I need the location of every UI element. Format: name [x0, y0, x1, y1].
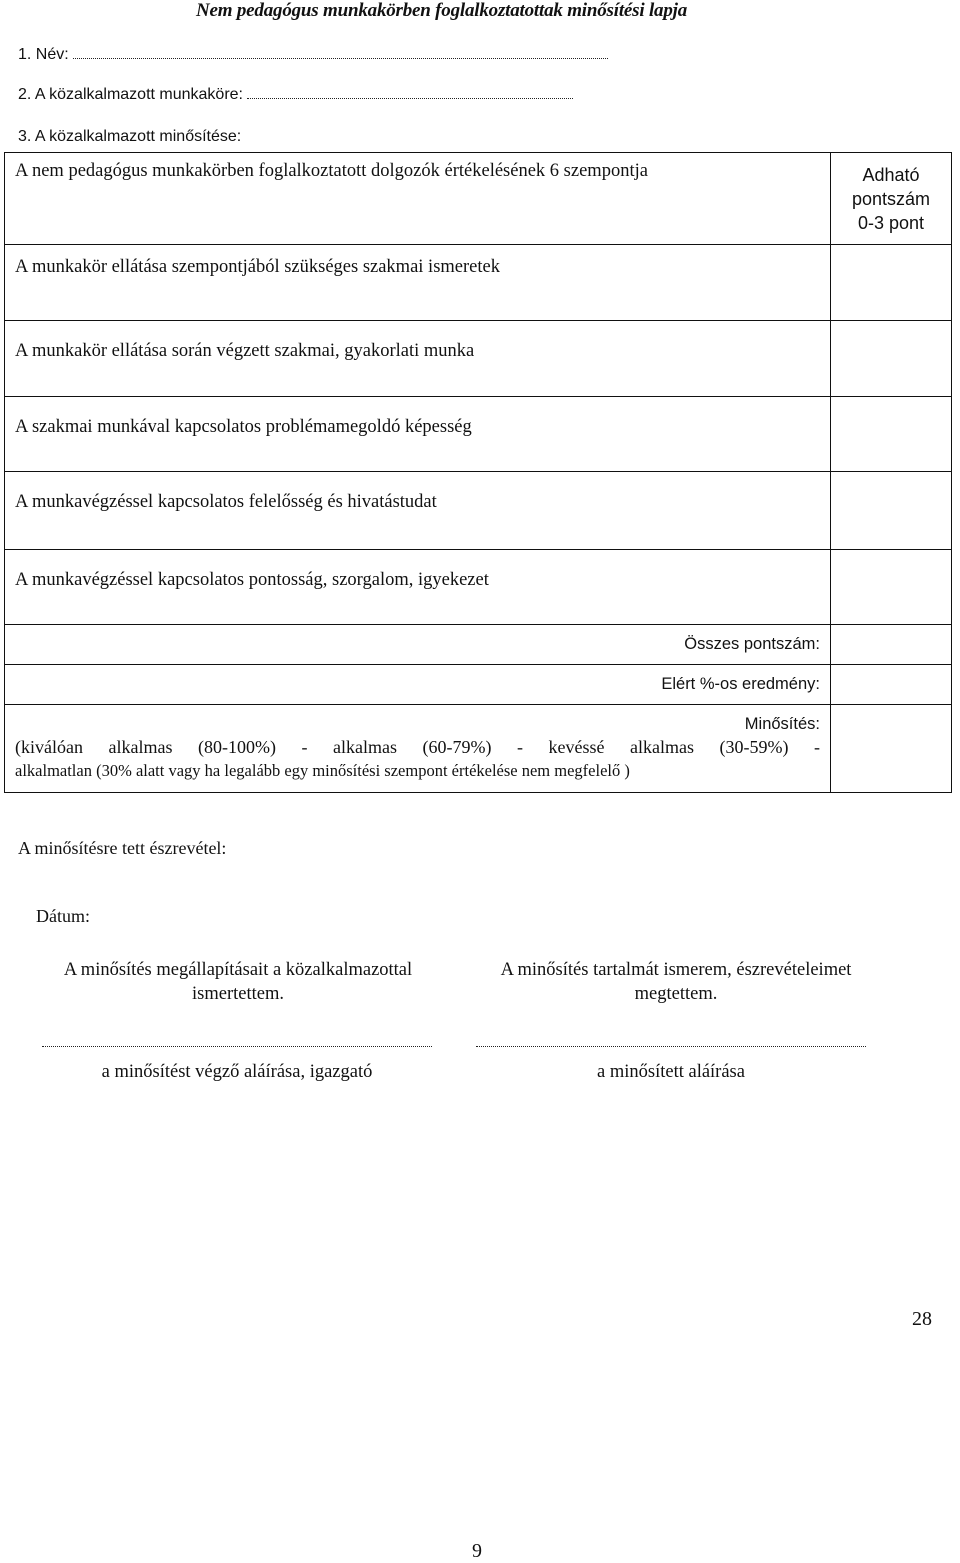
left-signature-caption: a minősítést végző aláírása, igazgató [101, 1062, 373, 1082]
percent-label: Elért %-os eredmény: [5, 665, 831, 705]
criteria-header: A nem pedagógus munkakörben foglalkoztatott dolgozók értékelésének 6 szempontja [5, 153, 831, 245]
criterion-score-cell[interactable] [831, 397, 952, 472]
right-statement [462, 958, 890, 1006]
name-label: 1. Név: [18, 46, 69, 63]
rating-scale-line: (kiválóan alkalmas (80-100%) - alkalmas (60-79%) - kevéssé alkalmas (30-59%) - [15, 737, 820, 757]
rating-row [5, 705, 952, 793]
total-row [5, 625, 952, 665]
table-header-row [5, 153, 952, 245]
criterion-row [5, 472, 952, 550]
left-statement [18, 958, 458, 1006]
left-statement-line: A minősítés megállapításait a közalkalmazottal [63, 960, 413, 980]
left-statement-line: ismertettem. [192, 984, 284, 1004]
criterion-row [5, 321, 952, 397]
criterion-score-cell[interactable] [831, 245, 952, 321]
percent-row [5, 665, 952, 705]
criterion-score-cell[interactable] [831, 472, 952, 550]
criterion-score-cell[interactable] [831, 321, 952, 397]
document-title: Nem pedagógus munkakörben foglalkoztatottak minősítési lapja [196, 0, 688, 21]
right-statement-line: A minősítés tartalmát ismerem, észrevételeimet [500, 960, 852, 980]
total-score-cell[interactable] [831, 625, 952, 665]
remark-label: A minősítésre tett észrevétel: [18, 838, 227, 858]
job-field [18, 86, 573, 104]
name-field [18, 46, 608, 64]
rating-scale-line: alkalmatlan (30% alatt vagy ha legalább egy minősítési szempont értékelése nem megfelelő ) [15, 761, 630, 780]
criterion-label: A munkavégzéssel kapcsolatos pontosság, szorgalom, igyekezet [15, 570, 489, 590]
inner-page-number: 28 [912, 1308, 932, 1330]
evaluation-table [4, 152, 952, 793]
left-signature-line[interactable] [42, 1046, 432, 1047]
rating-heading: 3. A közalkalmazott minősítése: [18, 128, 242, 145]
points-header-line: 0-3 pont [857, 213, 925, 233]
criterion-row [5, 245, 952, 321]
total-label: Összes pontszám: [5, 625, 831, 665]
criterion-row [5, 550, 952, 625]
right-signature-line[interactable] [476, 1046, 866, 1047]
date-label: Dátum: [36, 906, 90, 926]
rating-result-cell[interactable] [831, 705, 952, 793]
rating-label: Minősítés: [744, 715, 820, 733]
criterion-label: A munkakör ellátása során végzett szakmai, gyakorlati munka [15, 341, 475, 361]
points-header [831, 153, 952, 245]
right-statement-line: megtettem. [634, 984, 718, 1004]
job-label: 2. A közalkalmazott munkaköre: [18, 86, 243, 103]
name-blank[interactable] [73, 46, 608, 59]
right-signature-caption: a minősített aláírása [597, 1062, 745, 1082]
outer-page-number: 9 [472, 1540, 482, 1562]
job-blank[interactable] [247, 86, 573, 99]
criterion-label: A munkakör ellátása szempontjából szükséges szakmai ismeretek [15, 257, 500, 277]
points-header-line: Adható [862, 165, 920, 185]
percent-score-cell[interactable] [831, 665, 952, 705]
criterion-row [5, 397, 952, 472]
criterion-label: A munkavégzéssel kapcsolatos felelősség és hivatástudat [15, 492, 437, 512]
criterion-label: A szakmai munkával kapcsolatos problémamegoldó képesség [15, 417, 472, 437]
criterion-score-cell[interactable] [831, 550, 952, 625]
points-header-line: pontszám [851, 189, 931, 209]
rating-cell [5, 705, 831, 793]
